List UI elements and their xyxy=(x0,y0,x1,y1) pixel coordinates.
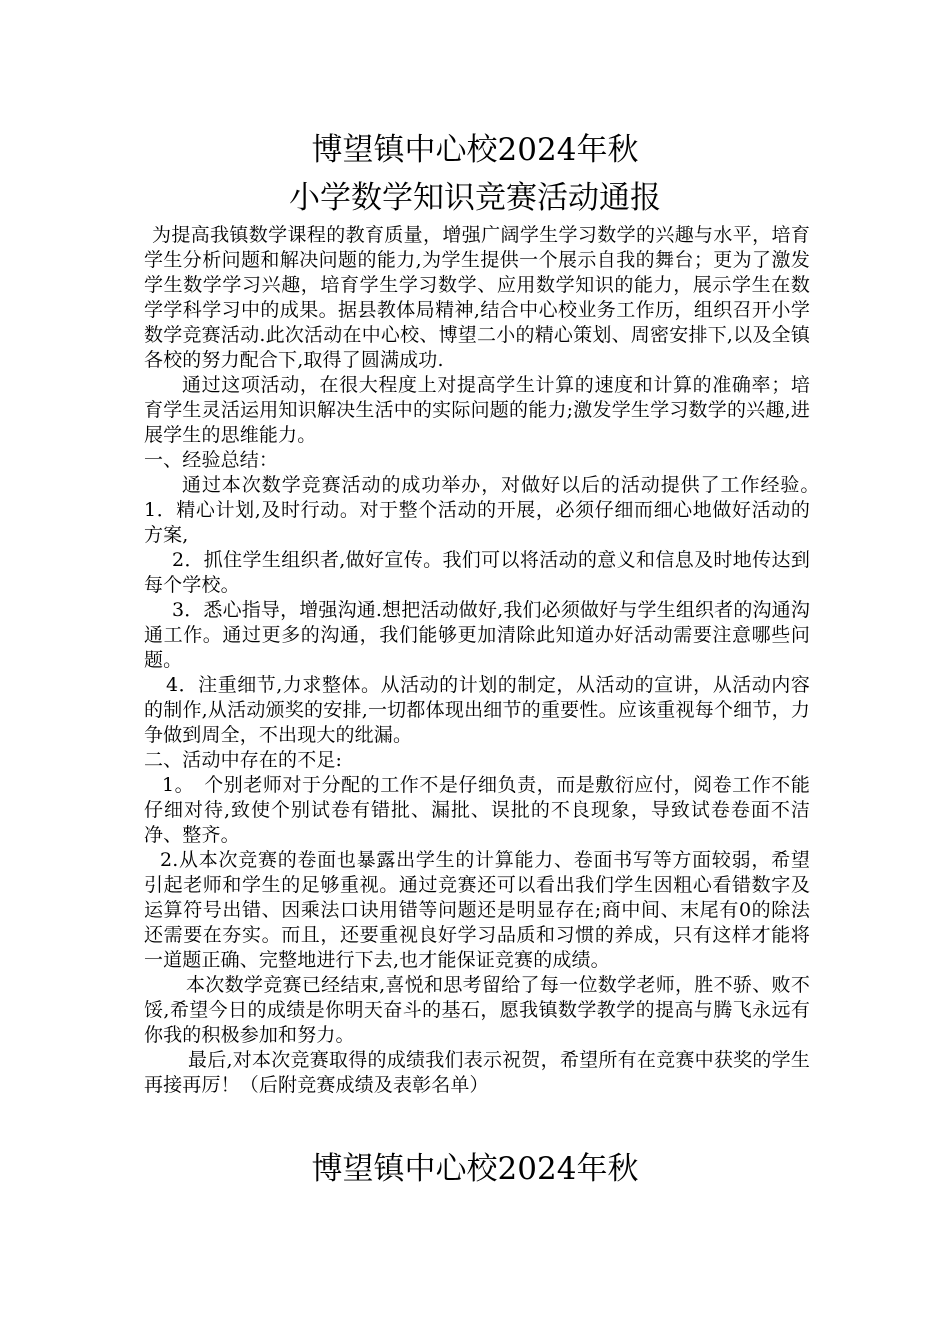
document-body xyxy=(144,223,830,1098)
paragraph-experience-4: 4．注重细节,力求整体。从活动的计划的制定，从活动的宣讲，从活动内容的制作,从活动颁奖的安排,一切都体现出细节的重要性。应该重视每个细节，力争做到周全，不出现大的纰漏。 xyxy=(144,674,810,746)
paragraph-shortcoming-1: 1。 个别老师对于分配的工作不是仔细负责，而是敷衍应付，阅卷工作不能仔细对待,致使个别试卷有错批、漏批、误批的不良现象，导致试卷卷面不洁净、整齐。 xyxy=(144,774,810,846)
paragraph-shortcoming-2: 2.从本次竞赛的卷面也暴露出学生的计算能力、卷面书写等方面较弱，希望引起老师和学生的足够重视。通过竞赛还可以看出我们学生因粗心看错数字及运算符号出错、因乘法口诀用错等问题还是明显存在;商中间、末尾有0的除法还需要在夯实。而且，还要重视良好学习品质和习惯的养成，只有这样才能将一道题正确、完整地进行下去,也才能保证竞赛的成绩。 xyxy=(144,849,810,971)
document-title: 博望镇中心校2024年秋 xyxy=(311,132,639,168)
paragraph-conclusion: 本次数学竞赛已经结束,喜悦和思考留给了每一位数学老师，胜不骄、败不馁,希望今日的成绩是你明天奋斗的基石，愿我镇数学教学的提高与腾飞永远有你我的积极参加和努力。 xyxy=(144,974,810,1046)
paragraph-intro: 为提高我镇数学课程的教育质量，增强广阔学生学习数学的兴趣与水平，培育学生分析问题和解决问题的能力,为学生提供一个展示自我的舞台；更为了激发学生数学学习兴趣，培育学生学习数学、应用数学知识的能力，展示学生在数学学科学习中的成果。据县教体局精神,结合中心校业务工作历，组织召开小学数学竞赛活动.此次活动在中心校、博望二小的精心策划、周密安排下,以及全镇各校的努力配合下,取得了圆满成功. xyxy=(144,224,810,371)
paragraph-experience-1: 通过本次数学竞赛活动的成功举办，对做好以后的活动提供了工作经验。 1．精心计划,及时行动。对于整个活动的开展，必须仔细而细心地做好活动的方案, xyxy=(144,474,830,546)
paragraph-closing: 最后,对本次竞赛取得的成绩我们表示祝贺，希望所有在竞赛中获奖的学生再接再厉！（后附竞赛成绩及表彰名单） xyxy=(144,1049,810,1096)
paragraph-experience-2: 2．抓住学生组织者,做好宣传。我们可以将活动的意义和信息及时地传达到每个学校。 xyxy=(144,549,810,596)
section-heading-experience: 一、经验总结： xyxy=(144,449,279,471)
footer-title: 博望镇中心校2024年秋 xyxy=(311,1151,639,1187)
section-heading-shortcomings: 二、活动中存在的不足: xyxy=(144,749,343,771)
document-subtitle: 小学数学知识竞赛活动通报 xyxy=(289,180,661,216)
paragraph-experience-3: 3．悉心指导，增强沟通.想把活动做好,我们必须做好与学生组织者的沟通沟通工作。通过更多的沟通，我们能够更加清除此知道办好活动需要注意哪些问题。 xyxy=(144,599,810,671)
paragraph-effect: 通过这项活动，在很大程度上对提高学生计算的速度和计算的准确率；培育学生灵活运用知识解决生活中的实际问题的能力;激发学生学习数学的兴趣,进展学生的思维能力。 xyxy=(144,374,810,446)
